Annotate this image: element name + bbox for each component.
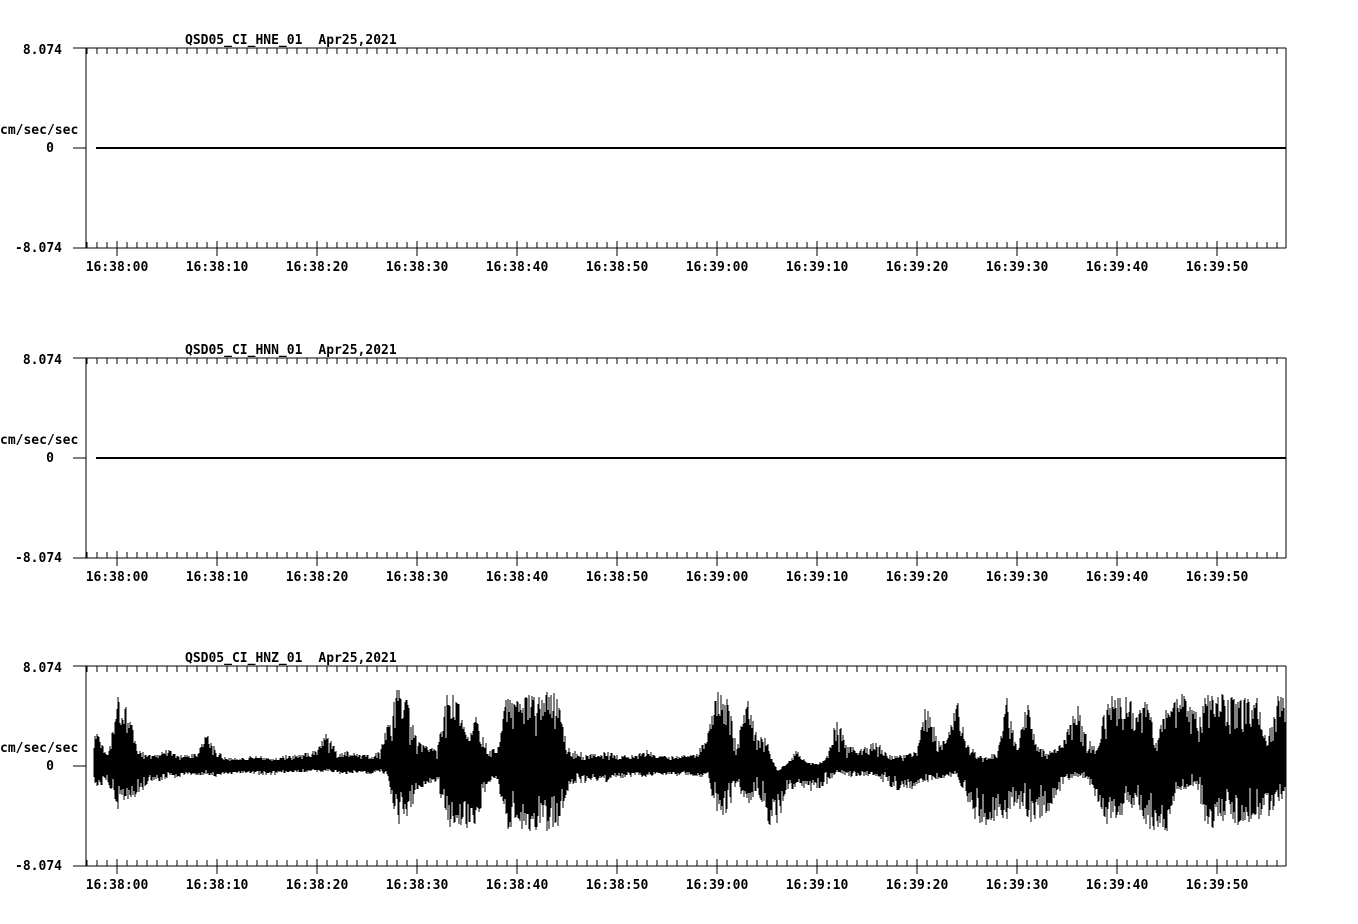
x-tick-label: 16:38:50 [585,878,649,893]
x-tick-label: 16:38:00 [85,570,149,585]
x-tick-label: 16:39:10 [785,570,849,585]
x-tick-label: 16:38:20 [285,260,349,275]
x-tick-label: 16:38:40 [485,878,549,893]
x-tick-label: 16:39:40 [1085,570,1149,585]
x-tick-label: 16:38:30 [385,878,449,893]
y-min-label: -8.074 [15,551,62,566]
date-label: Apr25,2021 [318,33,397,48]
date-label: Apr25,2021 [318,651,397,666]
x-tick-label: 16:38:00 [85,260,149,275]
y-max-label: 8.074 [22,353,62,368]
x-tick-label: 16:38:10 [185,570,249,585]
y-zero-label: 0 [46,141,54,156]
x-tick-label: 16:39:10 [785,878,849,893]
x-tick-label: 16:39:20 [885,570,949,585]
x-tick-label: 16:38:50 [585,260,649,275]
x-tick-label: 16:38:30 [385,260,449,275]
station-channel-label: QSD05_CI_HNE_01 [185,33,303,48]
date-label: Apr25,2021 [318,343,397,358]
y-min-label: -8.074 [15,241,62,256]
x-tick-label: 16:38:20 [285,570,349,585]
x-tick-label: 16:38:40 [485,570,549,585]
x-tick-label: 16:39:40 [1085,878,1149,893]
x-tick-label: 16:39:50 [1185,570,1249,585]
y-max-label: 8.074 [22,43,62,58]
x-tick-label: 16:38:30 [385,570,449,585]
x-tick-label: 16:39:30 [985,260,1049,275]
x-tick-label: 16:38:10 [185,260,249,275]
x-tick-label: 16:39:10 [785,260,849,275]
y-zero-label: 0 [46,451,54,466]
y-unit-label: cm/sec/sec [0,741,79,756]
station-channel-label: QSD05_CI_HNZ_01 [185,651,303,666]
x-tick-label: 16:39:50 [1185,878,1249,893]
x-tick-label: 16:39:30 [985,570,1049,585]
x-tick-label: 16:38:00 [85,878,149,893]
x-tick-label: 16:39:00 [685,260,749,275]
waveform-plot-hnz [72,658,1287,884]
y-min-label: -8.074 [15,859,62,874]
x-tick-label: 16:39:20 [885,260,949,275]
x-tick-label: 16:39:30 [985,878,1049,893]
station-channel-label: QSD05_CI_HNN_01 [185,343,303,358]
x-tick-label: 16:39:20 [885,878,949,893]
x-tick-label: 16:39:50 [1185,260,1249,275]
y-unit-label: cm/sec/sec [0,433,79,448]
y-max-label: 8.074 [22,661,62,676]
x-tick-label: 16:39:00 [685,570,749,585]
x-tick-label: 16:38:20 [285,878,349,893]
y-zero-label: 0 [46,759,54,774]
x-tick-label: 16:39:40 [1085,260,1149,275]
x-tick-label: 16:39:00 [685,878,749,893]
x-tick-label: 16:38:50 [585,570,649,585]
y-unit-label: cm/sec/sec [0,123,79,138]
x-tick-label: 16:38:10 [185,878,249,893]
x-tick-label: 16:38:40 [485,260,549,275]
